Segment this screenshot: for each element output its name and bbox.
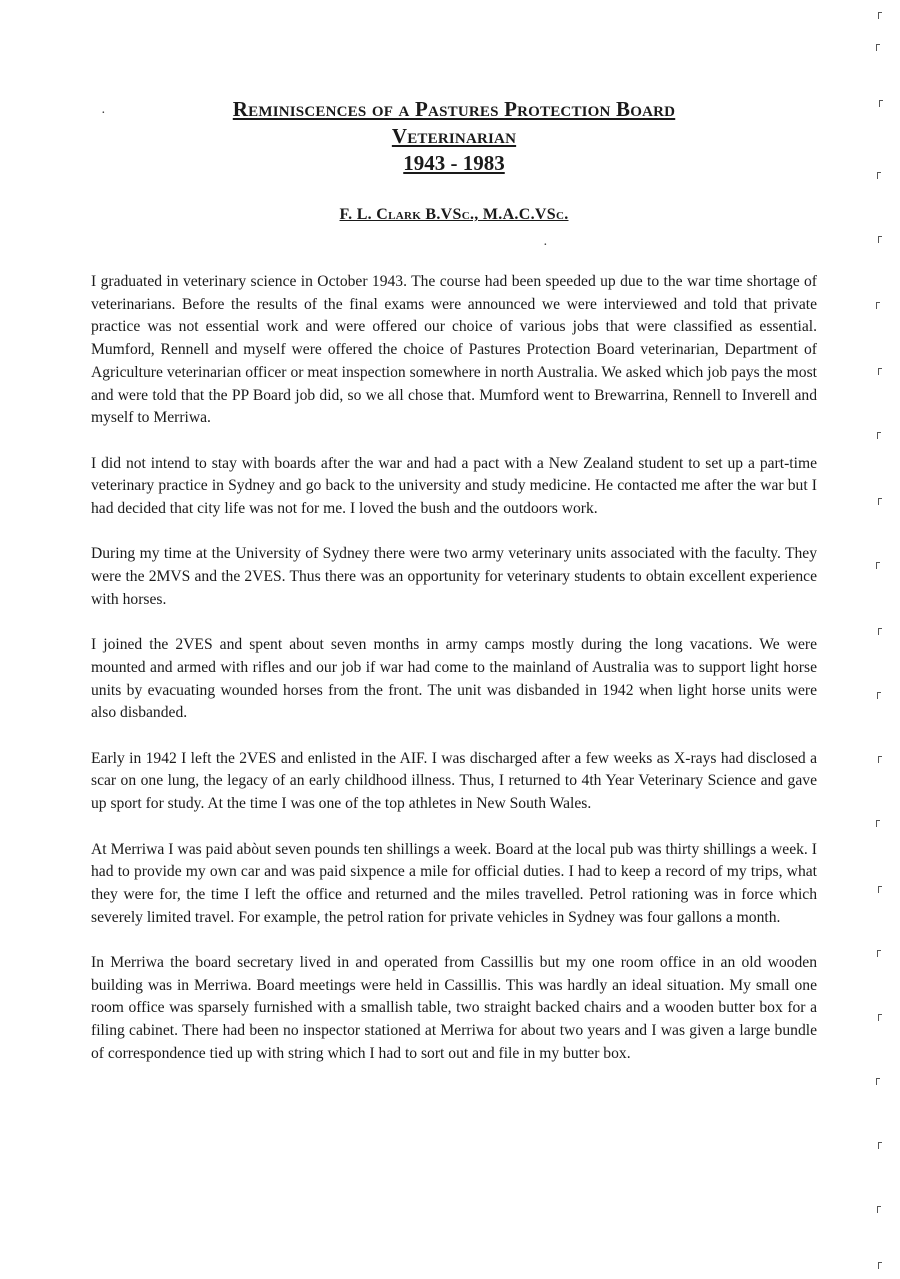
paragraph: At Merriwa I was paid abòut seven pounds ten shillings a week. Board at the local pub was thirty shillings a week. I had to provide my own car and was paid sixpence a mile for official duties. I had to keep a record of my trips, what they were for, the time I left the office and returned and the miles travelled. Petrol rationing was in force which severely limited travel. For example, the petrol ration for private vehicles in Sydney was four gallons a month. xyxy=(91,840,817,926)
margin-mark xyxy=(877,432,881,439)
margin-mark xyxy=(878,498,882,505)
author-credit: F. L. Clark B.VSc., M.A.C.VSc. xyxy=(339,206,569,223)
margin-mark xyxy=(877,1206,881,1213)
margin-mark xyxy=(878,1014,882,1021)
title-line-1: Reminiscences of a Pastures Protection Board xyxy=(232,97,676,121)
paragraph: I joined the 2VES and spent about seven months in army camps mostly during the long vacations. We were mounted and armed with rifles and our job if war had come to the mainland of Australia was to support light horse units by evacuating wounded horses from the front. The unit was disbanded in 1942 when light horse units were also disbanded. xyxy=(91,636,817,722)
paragraph: During my time at the University of Sydney there were two army veterinary units associated with the faculty. They were the 2MVS and the 2VES. Thus there was an opportunity for veterinary students to obtain excellent experience with horses. xyxy=(91,545,817,608)
margin-mark xyxy=(878,1262,882,1269)
margin-mark xyxy=(876,1078,880,1085)
margin-mark xyxy=(877,172,881,179)
margin-mark xyxy=(876,44,880,51)
paragraph: I did not intend to stay with boards after the war and had a pact with a New Zealand student to set up a part-time veterinary practice in Sydney and go back to the university and study medicine. He contacted me after the war but I had decided that city life was not for me. I loved the bush and the outdoors work. xyxy=(91,454,817,518)
margin-mark xyxy=(878,236,882,243)
document-header xyxy=(90,96,818,177)
margin-mark xyxy=(878,756,882,763)
margin-mark xyxy=(879,100,883,107)
margin-mark xyxy=(878,1142,882,1149)
body-text xyxy=(91,271,817,1088)
margin-mark xyxy=(878,628,882,635)
paragraph: Early in 1942 I left the 2VES and enlisted in the AIF. I was discharged after a few weeks as X-rays had disclosed a scar on one lung, the legacy of an early childhood illness. Thus, I returned to 4th Year Veterinary Science and gave up sport for study. At the time I was one of the top athletes in New South Wales. xyxy=(91,749,817,813)
margin-mark xyxy=(878,368,882,375)
margin-mark xyxy=(878,12,882,19)
margin-mark xyxy=(877,692,881,699)
margin-mark xyxy=(876,302,880,309)
stray-mark: · xyxy=(101,106,106,121)
stray-mark: · xyxy=(543,238,548,253)
margin-mark xyxy=(878,886,882,893)
margin-mark xyxy=(876,562,880,569)
margin-mark xyxy=(877,950,881,957)
title-line-2: Veterinarian xyxy=(391,124,517,148)
binding-margin-marks xyxy=(870,0,900,1279)
margin-mark xyxy=(876,820,880,827)
paragraph: I graduated in veterinary science in October 1943. The course had been speeded up due to the war time shortage of veterinarians. Before the results of the final exams were announced we were interviewed and told that private practice was not essential work and were offered our choice of various jobs that were classified as essential. Mumford, Rennell and myself were offered the choice of Pastures Protection Board veterinarian, Department of Agriculture veterinarian officer or meat inspection somewhere in north Australia. We asked which job pays the most and were told that the PP Board job did, so we all chose that. Mumford went to Brewarrina, Rennell to Inverell and myself to Merriwa. xyxy=(91,273,817,427)
title-years: 1943 - 1983 xyxy=(403,151,505,175)
paragraph: In Merriwa the board secretary lived in and operated from Cassillis but my one room office in an old wooden building was in Merriwa. Board meetings were held in Cassillis. This was hardly an ideal situation. My small one room office was sparsely furnished with a smallish table, two straight backed chairs and a wooden butter box for a filing cabinet. There had been no inspector stationed at Merriwa for about two years and I was given a large bundle of correspondence tied up with string which I had to sort out and file in my butter box. xyxy=(91,954,817,1062)
